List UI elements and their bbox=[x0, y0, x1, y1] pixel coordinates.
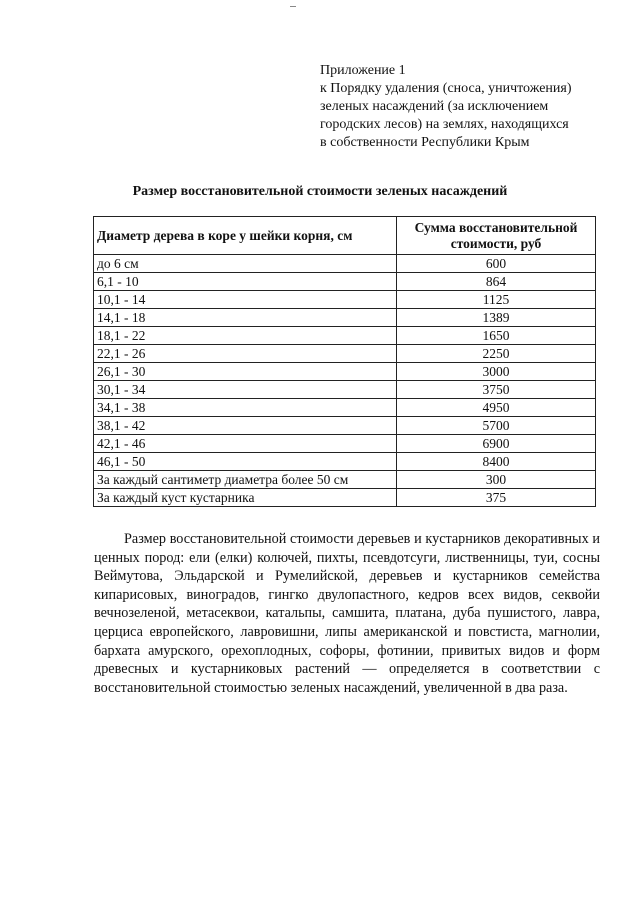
cell-diameter: 18,1 - 22 bbox=[94, 327, 397, 345]
table-row bbox=[94, 309, 596, 327]
page-mark bbox=[290, 6, 296, 7]
table-row bbox=[94, 489, 596, 507]
appendix-header bbox=[320, 62, 620, 152]
body-paragraph: Размер восстановительной стоимости деревьев и кустарников декоративных и ценных пород: ели (елки) колючей, пихты, псевдотсуги, лиственницы, туи, сосны Веймутова, Эльдарской и Румелийской, деревьев и кустарников семейства кипарисовых, виноградов, гингко двулопастного, кедров всех видов, секвойи вечнозеленой, метасеквои, катальпы, самшита, платана, дуба пушистого, лавра, церциса европейского, лавровишни, липы американской и повстиста, магнолии, бархата амурского, орехоплодных, софоры, фотинии, привитых видов и форм древесных и кустарниковых растений — определяется в соответствии с восстановительной стоимостью зеленых насаждений, увеличенной в два раза. bbox=[94, 531, 600, 696]
cell-sum: 1389 bbox=[397, 309, 596, 327]
table-row bbox=[94, 255, 596, 273]
cell-sum: 600 bbox=[397, 255, 596, 273]
cell-sum: 4950 bbox=[397, 399, 596, 417]
table-row bbox=[94, 381, 596, 399]
cell-diameter: до 6 см bbox=[94, 255, 397, 273]
appendix-line: зеленых насаждений (за исключением bbox=[320, 99, 549, 114]
cell-sum: 300 bbox=[397, 471, 596, 489]
cell-diameter: За каждый куст кустарника bbox=[94, 489, 397, 507]
table-row bbox=[94, 327, 596, 345]
table-row bbox=[94, 399, 596, 417]
cell-sum: 6900 bbox=[397, 435, 596, 453]
appendix-line: городских лесов) на землях, находящихся bbox=[320, 117, 569, 132]
cell-sum: 2250 bbox=[397, 345, 596, 363]
appendix-line: Приложение 1 bbox=[320, 63, 406, 78]
cell-sum: 8400 bbox=[397, 453, 596, 471]
table-row bbox=[94, 471, 596, 489]
cell-sum: 5700 bbox=[397, 417, 596, 435]
table-row bbox=[94, 363, 596, 381]
cell-sum: 3000 bbox=[397, 363, 596, 381]
cost-table bbox=[93, 216, 596, 507]
document-title: Размер восстановительной стоимости зеленых насаждений bbox=[132, 184, 508, 199]
header-sum: Сумма восстановительной стоимости, руб bbox=[397, 217, 596, 255]
cell-diameter: 22,1 - 26 bbox=[94, 345, 397, 363]
table-row bbox=[94, 291, 596, 309]
cell-diameter: 42,1 - 46 bbox=[94, 435, 397, 453]
table-row bbox=[94, 273, 596, 291]
cell-sum: 3750 bbox=[397, 381, 596, 399]
appendix-line: к Порядку удаления (сноса, уничтожения) bbox=[320, 81, 572, 96]
cell-diameter: 26,1 - 30 bbox=[94, 363, 397, 381]
cell-sum: 1125 bbox=[397, 291, 596, 309]
table-row bbox=[94, 435, 596, 453]
header-diameter: Диаметр дерева в коре у шейки корня, см bbox=[94, 217, 397, 255]
table-row bbox=[94, 453, 596, 471]
cell-sum: 1650 bbox=[397, 327, 596, 345]
cell-diameter: 14,1 - 18 bbox=[94, 309, 397, 327]
cell-diameter: 46,1 - 50 bbox=[94, 453, 397, 471]
table-row bbox=[94, 417, 596, 435]
cell-diameter: 6,1 - 10 bbox=[94, 273, 397, 291]
cell-diameter: 10,1 - 14 bbox=[94, 291, 397, 309]
cell-diameter: 38,1 - 42 bbox=[94, 417, 397, 435]
cell-diameter: 30,1 - 34 bbox=[94, 381, 397, 399]
table-body bbox=[94, 255, 596, 507]
cell-diameter: За каждый сантиметр диаметра более 50 см bbox=[94, 471, 397, 489]
cell-diameter: 34,1 - 38 bbox=[94, 399, 397, 417]
table-row bbox=[94, 345, 596, 363]
appendix-line: в собственности Республики Крым bbox=[320, 135, 530, 150]
cell-sum: 864 bbox=[397, 273, 596, 291]
table-header-row bbox=[94, 217, 596, 255]
cell-sum: 375 bbox=[397, 489, 596, 507]
